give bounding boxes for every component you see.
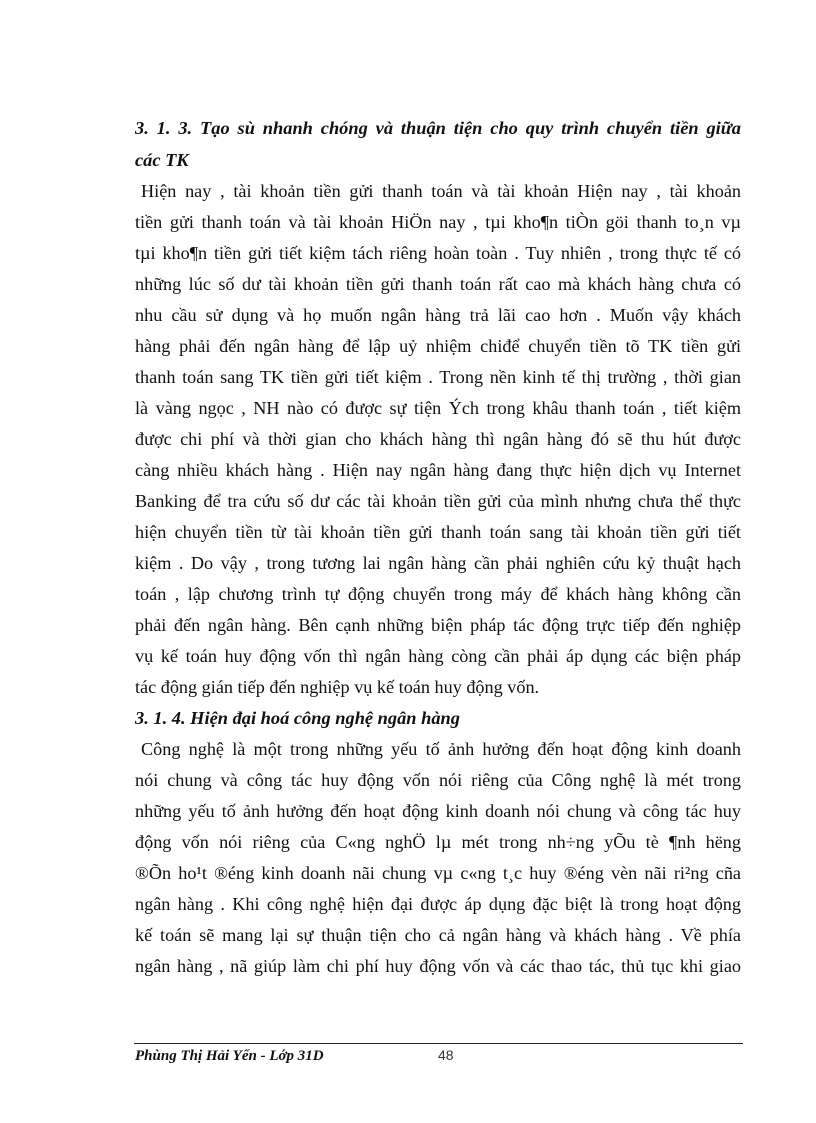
paragraph-line: nói chung và công tác huy động vốn nói riêng của Công nghệ là mét trong [135,770,741,790]
paragraph-line: thanh toán sang TK tiền gửi tiết kiệm . Trong nền kinh tế thị trường , thời gian [135,367,741,387]
paragraph-line: tµi kho¶n tiền gửi tiết kiệm tách riêng hoàn toàn . Tuy nhiên , trong thực tế có [135,243,741,263]
section-heading-3-1-4: 3. 1. 4. Hiện đại hoá công nghệ ngân hàng [135,708,460,728]
paragraph-line: tiền gửi thanh toán và tài khoản HiÖn nay , tµi kho¶n tiÒn göi thanh to¸n vµ [135,212,741,232]
paragraph-line: tác động gián tiếp đến nghiệp vụ kế toán huy động vốn. [135,677,540,697]
section-heading-3-1-3-line-2: các TK [135,150,189,170]
footer-author: Phùng Thị Hải Yến - Lớp 31D [135,1048,324,1064]
paragraph-line: nhu cầu sử dụng và họ muốn ngân hàng trả lãi cao hơn . Muốn vậy khách [135,305,741,325]
paragraph-line: hiện chuyển tiền từ tài khoản tiền gửi thanh toán sang tài khoản tiền gửi tiết [135,522,741,542]
paragraph-line: kế toán sẽ mang lại sự thuận tiện cho cả ngân hàng và khách hàng . Về phía [135,925,741,945]
paragraph-line: ®Õn ho¹t ®éng kinh doanh nãi chung vµ c«ng t¸c huy ®éng vèn nãi ri²ng cña [135,863,741,883]
paragraph-line: càng nhiều khách hàng . Hiện nay ngân hàng đang thực hiện dịch vụ Internet [135,460,741,480]
paragraph-line: ngân hàng . Khi công nghệ hiện đại được áp dụng đặc biệt là trong hoạt động [135,894,741,914]
paragraph-line: vụ kế toán huy động vốn thì ngân hàng còng cần phải áp dụng các biện pháp [135,646,741,666]
section-heading-3-1-3-line-1: 3. 1. 3. Tạo sù nhanh chóng và thuận tiện cho quy trình chuyển tiền giữa [135,118,741,138]
paragraph-line: Banking để tra cứu số dư các tài khoản tiền gửi của mình nhưng chưa thể thực [135,491,741,511]
paragraph-line: toán , lập chương trình tự động chuyển trong máy để khách hàng không cần [135,584,741,604]
section-3-1-3-paragraph [135,176,741,703]
paragraph-line: động vốn nói riêng của C«ng nghÖ lµ mét trong nh÷ng yÕu tè ¶nh hëng [135,832,741,852]
footer-divider [134,1043,743,1044]
paragraph-line: ngân hàng , nã giúp làm chi phí huy động vốn và các thao tác, thủ tục khi giao [135,956,741,976]
page-number: 48 [438,1047,454,1063]
paragraph-line: Công nghệ là một trong những yếu tố ảnh hưởng đến hoạt động kinh doanh [141,739,741,759]
paragraph-line: kiệm . Do vậy , trong tương lai ngân hàng cần phải nghiên cứu kỷ thuật hạch [135,553,741,573]
paragraph-line: những lúc số dư tài khoản tiền gửi thanh toán rất cao mà khách hàng chưa có [135,274,741,294]
paragraph-line: hàng phải đến ngân hàng để lập uỷ nhiệm chiđể chuyển tiền tõ TK tiền gửi [135,336,741,356]
paragraph-line: phải đến ngân hàng. Bên cạnh những biện pháp tác động trực tiếp đến nghiệp [135,615,741,635]
paragraph-line: Hiện nay , tài khoản tiền gửi thanh toán và tài khoản Hiện nay , tài khoản [141,181,741,201]
page-content [135,112,741,982]
section-3-1-4-paragraph [135,734,741,982]
paragraph-line: được chi phí và thời gian cho khách hàng thì ngân hàng đó sẽ thu hút được [135,429,741,449]
paragraph-line: những yếu tố ảnh hưởng đến hoạt động kinh doanh nói chung và công tác huy [135,801,741,821]
paragraph-line: là vàng ngọc , NH nào có được sự tiện Ých trong khâu thanh toán , tiết kiệm [135,398,741,418]
